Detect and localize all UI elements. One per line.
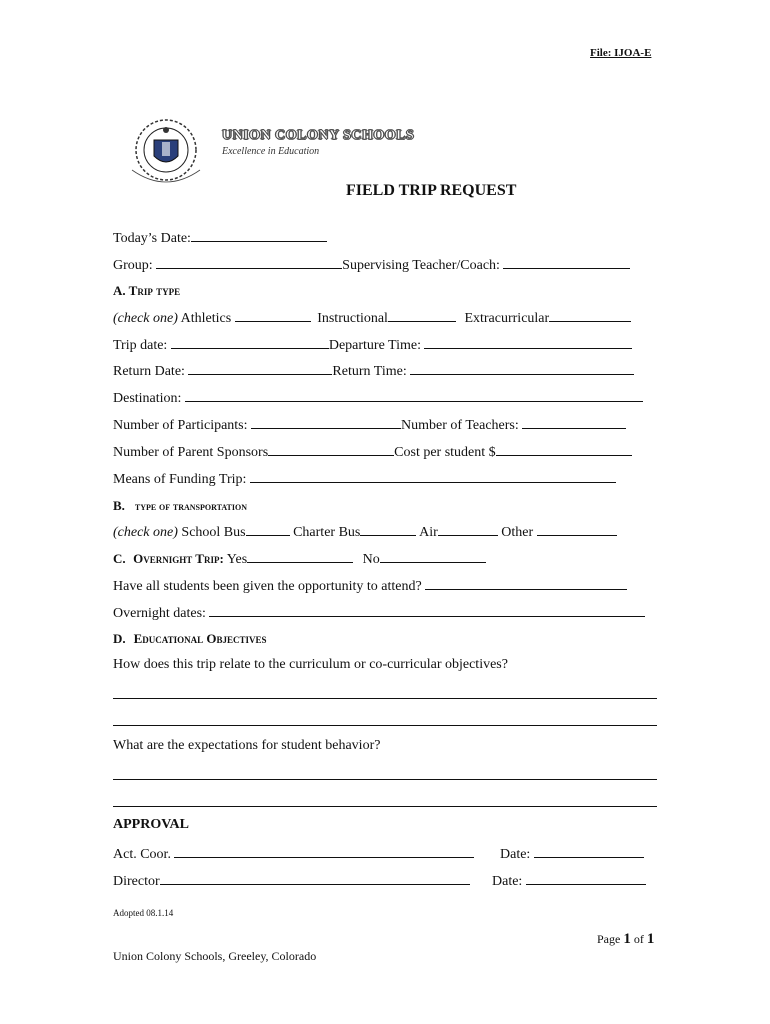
overnight-dates-field[interactable] — [209, 604, 645, 617]
participants-label: Number of Participants: — [113, 418, 248, 433]
yes-field[interactable] — [247, 550, 353, 563]
form-title: FIELD TRIP REQUEST — [346, 182, 517, 199]
curriculum-answer-line-1[interactable] — [113, 698, 657, 699]
departure-time-field[interactable] — [424, 336, 632, 349]
check-one-transport: (check one) — [113, 525, 178, 540]
section-d-letter: D. — [113, 631, 126, 646]
curriculum-question: How does this trip relate to the curriculum or co-curricular objectives? — [113, 657, 508, 672]
section-a-heading: A. Trip type — [113, 283, 181, 298]
opportunity-field[interactable] — [425, 577, 627, 590]
section-d-title: Educational Objectives — [133, 631, 267, 646]
todays-date-label: Today’s Date: — [113, 231, 191, 246]
overnight-row — [113, 550, 486, 568]
overnight-dates-label: Overnight dates: — [113, 606, 206, 621]
extracurricular-label: Extracurricular — [464, 311, 550, 326]
athletics-label: Athletics — [180, 311, 232, 326]
section-b-letter: B. — [113, 498, 125, 513]
section-b-title: type of transportation — [134, 501, 247, 513]
behavior-answer-line-2[interactable] — [113, 806, 657, 807]
date2-label: Date: — [492, 874, 523, 889]
page-of: of — [633, 932, 644, 946]
other-label: Other — [501, 525, 534, 540]
trip-date-field[interactable] — [171, 336, 329, 349]
air-field[interactable] — [438, 523, 498, 536]
overnight-dates-row — [113, 604, 645, 622]
school-bus-field[interactable] — [246, 523, 290, 536]
charter-bus-label: Charter Bus — [293, 525, 361, 540]
act-coor-label: Act. Coor. — [113, 847, 171, 862]
date2-field[interactable] — [526, 872, 646, 885]
act-coor-signature-field[interactable] — [174, 845, 474, 858]
date2-row — [492, 872, 646, 890]
file-id: File: IJOA-E — [590, 47, 652, 59]
trip-type-row — [113, 309, 631, 327]
no-label: No — [362, 552, 380, 567]
participants-row — [113, 416, 626, 434]
athletics-field[interactable] — [235, 309, 311, 322]
section-c-title: Overnight Trip: — [133, 551, 224, 566]
teachers-label: Number of Teachers: — [401, 418, 519, 433]
director-label: Director — [113, 874, 160, 889]
supervising-label: Supervising Teacher/Coach: — [342, 258, 500, 273]
todays-date-field[interactable] — [191, 229, 327, 242]
org-name: UNION COLONY SCHOOLS — [222, 128, 415, 143]
instructional-field[interactable] — [388, 309, 456, 322]
todays-date-row — [113, 229, 327, 247]
date1-field[interactable] — [534, 845, 644, 858]
other-field[interactable] — [537, 523, 617, 536]
act-coor-row — [113, 845, 474, 863]
date1-label: Date: — [500, 847, 531, 862]
departure-time-label: Departure Time: — [328, 338, 421, 353]
parent-sponsors-label: Number of Parent Sponsors — [113, 445, 269, 460]
return-date-field[interactable] — [188, 362, 332, 375]
opportunity-row — [113, 577, 627, 595]
trip-date-row — [113, 336, 632, 354]
instructional-label: Instructional — [317, 311, 388, 326]
adopted-note: Adopted 08.1.14 — [113, 908, 174, 918]
page-prefix: Page — [597, 932, 621, 946]
charter-bus-field[interactable] — [360, 523, 416, 536]
check-one-label: (check one) — [113, 311, 178, 326]
approval-heading: APPROVAL — [113, 817, 189, 832]
page-total: 1 — [646, 931, 655, 947]
funding-label: Means of Funding Trip: — [113, 472, 247, 487]
parent-sponsors-row — [113, 443, 632, 461]
group-label: Group: — [113, 258, 153, 273]
trip-date-label: Trip date: — [113, 338, 168, 353]
page-current: 1 — [623, 931, 631, 947]
destination-label: Destination: — [113, 391, 182, 406]
section-c-letter: C. — [113, 551, 126, 566]
parent-sponsors-field[interactable] — [268, 443, 394, 456]
return-time-field[interactable] — [410, 362, 634, 375]
teachers-field[interactable] — [522, 416, 626, 429]
funding-field[interactable] — [250, 470, 616, 483]
director-row — [113, 872, 470, 890]
director-signature-field[interactable] — [160, 872, 470, 885]
air-label: Air — [419, 525, 438, 540]
destination-row — [113, 389, 643, 407]
supervising-field[interactable] — [503, 256, 630, 269]
page-number — [597, 931, 654, 948]
cost-field[interactable] — [496, 443, 632, 456]
opportunity-label: Have all students been given the opportunity to attend? — [113, 579, 422, 594]
return-time-label: Return Time: — [332, 364, 407, 379]
destination-field[interactable] — [185, 389, 643, 402]
funding-row — [113, 470, 616, 488]
behavior-answer-line-1[interactable] — [113, 779, 657, 780]
return-date-label: Return Date: — [113, 364, 185, 379]
no-field[interactable] — [380, 550, 486, 563]
extracurricular-field[interactable] — [549, 309, 631, 322]
yes-label: Yes — [226, 552, 248, 567]
participants-field[interactable] — [251, 416, 401, 429]
org-tagline: Excellence in Education — [222, 146, 320, 157]
group-row — [113, 256, 630, 274]
footer-location: Union Colony Schools, Greeley, Colorado — [113, 949, 317, 963]
section-b-heading — [113, 497, 247, 515]
school-seal-logo — [118, 112, 214, 192]
behavior-question: What are the expectations for student behavior? — [113, 738, 381, 753]
school-bus-label: School Bus — [181, 525, 246, 540]
cost-label: Cost per student $ — [394, 445, 496, 460]
transport-row — [113, 523, 617, 541]
date1-row — [500, 845, 644, 863]
return-date-row — [113, 362, 634, 380]
group-field[interactable] — [156, 256, 342, 269]
section-d-heading — [113, 630, 267, 648]
curriculum-answer-line-2[interactable] — [113, 725, 657, 726]
